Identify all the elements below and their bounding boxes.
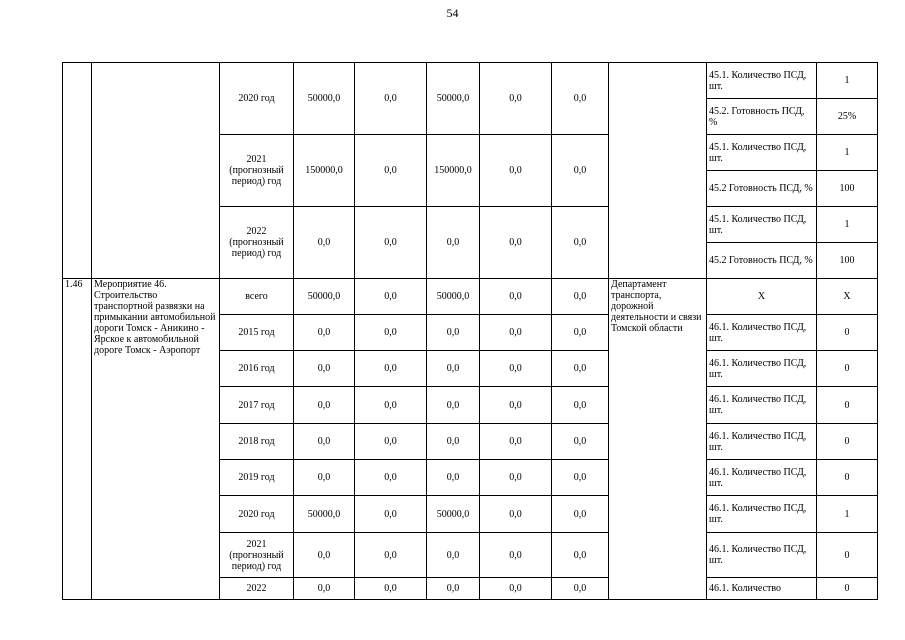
- regional-cell: 50000,0: [427, 279, 480, 315]
- municipal-cell: 0,0: [480, 460, 552, 496]
- indicator-label: 46.1. Количество ПСД, шт.: [707, 424, 817, 460]
- total-cell: 150000,0: [294, 135, 355, 207]
- total-cell: 50000,0: [294, 279, 355, 315]
- regional-cell: 0,0: [427, 533, 480, 578]
- total-cell: 0,0: [294, 424, 355, 460]
- total-cell: 50000,0: [294, 63, 355, 135]
- federal-cell: 0,0: [355, 315, 427, 351]
- indicator-label: 46.1. Количество ПСД, шт.: [707, 351, 817, 387]
- total-cell: 0,0: [294, 460, 355, 496]
- federal-cell: 0,0: [355, 533, 427, 578]
- indicator-value: 0: [817, 533, 878, 578]
- regional-cell: 0,0: [427, 351, 480, 387]
- total-cell: 0,0: [294, 315, 355, 351]
- page-number: 54: [446, 6, 459, 20]
- total-cell: 0,0: [294, 533, 355, 578]
- federal-cell: 0,0: [355, 496, 427, 533]
- offbudget-cell: 0,0: [552, 460, 609, 496]
- total-cell: 50000,0: [294, 496, 355, 533]
- year-cell: 2015 год: [220, 315, 294, 351]
- regional-cell: 0,0: [427, 460, 480, 496]
- federal-cell: 0,0: [355, 351, 427, 387]
- municipal-cell: 0,0: [480, 533, 552, 578]
- federal-cell: 0,0: [355, 387, 427, 424]
- measure-name: Мероприятие 46. Строительство транспортной развязки на примыкании автомобильной дороги Томск - Аникино - Ярское к автомобильной дороге Томск - Аэропорт: [92, 279, 220, 600]
- municipal-cell: 0,0: [480, 135, 552, 207]
- year-cell: 2019 год: [220, 460, 294, 496]
- program-table: [62, 62, 878, 600]
- indicator-label: 45.1. Количество ПСД, шт.: [707, 63, 817, 99]
- executor-cell-empty: [609, 63, 707, 279]
- regional-cell: 50000,0: [427, 496, 480, 533]
- indicator-value: X: [817, 279, 878, 315]
- indicator-value: 1: [817, 135, 878, 171]
- indicator-label: 46.1. Количество ПСД, шт.: [707, 496, 817, 533]
- indicator-value: 1: [817, 63, 878, 99]
- indicator-label: 45.1. Количество ПСД, шт.: [707, 207, 817, 243]
- regional-cell: 0,0: [427, 207, 480, 279]
- offbudget-cell: 0,0: [552, 135, 609, 207]
- offbudget-cell: 0,0: [552, 387, 609, 424]
- indicator-value: 100: [817, 243, 878, 279]
- municipal-cell: 0,0: [480, 387, 552, 424]
- municipal-cell: 0,0: [480, 279, 552, 315]
- regional-cell: 150000,0: [427, 135, 480, 207]
- regional-cell: 50000,0: [427, 63, 480, 135]
- indicator-label: 46.1. Количество ПСД, шт.: [707, 315, 817, 351]
- number-cell-empty: [63, 63, 92, 279]
- indicator-label: 46.1. Количество ПСД, шт.: [707, 460, 817, 496]
- municipal-cell: 0,0: [480, 578, 552, 600]
- year-cell: 2016 год: [220, 351, 294, 387]
- total-cell: 0,0: [294, 387, 355, 424]
- indicator-value: 0: [817, 315, 878, 351]
- municipal-cell: 0,0: [480, 63, 552, 135]
- indicator-label: 46.1. Количество ПСД, шт.: [707, 387, 817, 424]
- federal-cell: 0,0: [355, 279, 427, 315]
- regional-cell: 0,0: [427, 315, 480, 351]
- offbudget-cell: 0,0: [552, 351, 609, 387]
- indicator-value: 0: [817, 351, 878, 387]
- year-cell: 2021 (прогнозный период) год: [220, 533, 294, 578]
- municipal-cell: 0,0: [480, 496, 552, 533]
- year-cell: 2018 год: [220, 424, 294, 460]
- offbudget-cell: 0,0: [552, 207, 609, 279]
- indicator-label: 45.2. Готовность ПСД, %: [707, 99, 817, 135]
- indicator-label: 46.1. Количество ПСД, шт.: [707, 533, 817, 578]
- total-cell: 0,0: [294, 351, 355, 387]
- indicator-label: 46.1. Количество: [707, 578, 817, 600]
- indicator-label: X: [707, 279, 817, 315]
- year-cell: 2017 год: [220, 387, 294, 424]
- measure-name-cell-empty: [92, 63, 220, 279]
- measure-number: 1.46: [63, 279, 92, 600]
- federal-cell: 0,0: [355, 135, 427, 207]
- regional-cell: 0,0: [427, 578, 480, 600]
- table-row: [63, 63, 878, 99]
- indicator-value: 25%: [817, 99, 878, 135]
- indicator-value: 0: [817, 387, 878, 424]
- federal-cell: 0,0: [355, 460, 427, 496]
- total-cell: 0,0: [294, 207, 355, 279]
- year-cell: 2022: [220, 578, 294, 600]
- indicator-value: 0: [817, 578, 878, 600]
- offbudget-cell: 0,0: [552, 63, 609, 135]
- indicator-value: 1: [817, 207, 878, 243]
- year-cell: 2022 (прогнозный период) год: [220, 207, 294, 279]
- year-cell: 2021 (прогнозный период) год: [220, 135, 294, 207]
- municipal-cell: 0,0: [480, 207, 552, 279]
- offbudget-cell: 0,0: [552, 424, 609, 460]
- executor-cell: Департамент транспорта, дорожной деятельности и связи Томской области: [609, 279, 707, 600]
- indicator-value: 1: [817, 496, 878, 533]
- indicator-value: 0: [817, 424, 878, 460]
- indicator-label: 45.2 Готовность ПСД, %: [707, 243, 817, 279]
- year-cell: 2020 год: [220, 63, 294, 135]
- offbudget-cell: 0,0: [552, 315, 609, 351]
- total-cell: 0,0: [294, 578, 355, 600]
- regional-cell: 0,0: [427, 387, 480, 424]
- municipal-cell: 0,0: [480, 315, 552, 351]
- municipal-cell: 0,0: [480, 424, 552, 460]
- year-cell: 2020 год: [220, 496, 294, 533]
- offbudget-cell: 0,0: [552, 533, 609, 578]
- indicator-label: 45.1. Количество ПСД, шт.: [707, 135, 817, 171]
- federal-cell: 0,0: [355, 578, 427, 600]
- indicator-value: 0: [817, 460, 878, 496]
- offbudget-cell: 0,0: [552, 578, 609, 600]
- federal-cell: 0,0: [355, 424, 427, 460]
- federal-cell: 0,0: [355, 207, 427, 279]
- year-cell: всего: [220, 279, 294, 315]
- municipal-cell: 0,0: [480, 351, 552, 387]
- offbudget-cell: 0,0: [552, 496, 609, 533]
- indicator-value: 100: [817, 171, 878, 207]
- regional-cell: 0,0: [427, 424, 480, 460]
- table-row: [63, 279, 878, 315]
- offbudget-cell: 0,0: [552, 279, 609, 315]
- indicator-label: 45.2 Готовность ПСД, %: [707, 171, 817, 207]
- federal-cell: 0,0: [355, 63, 427, 135]
